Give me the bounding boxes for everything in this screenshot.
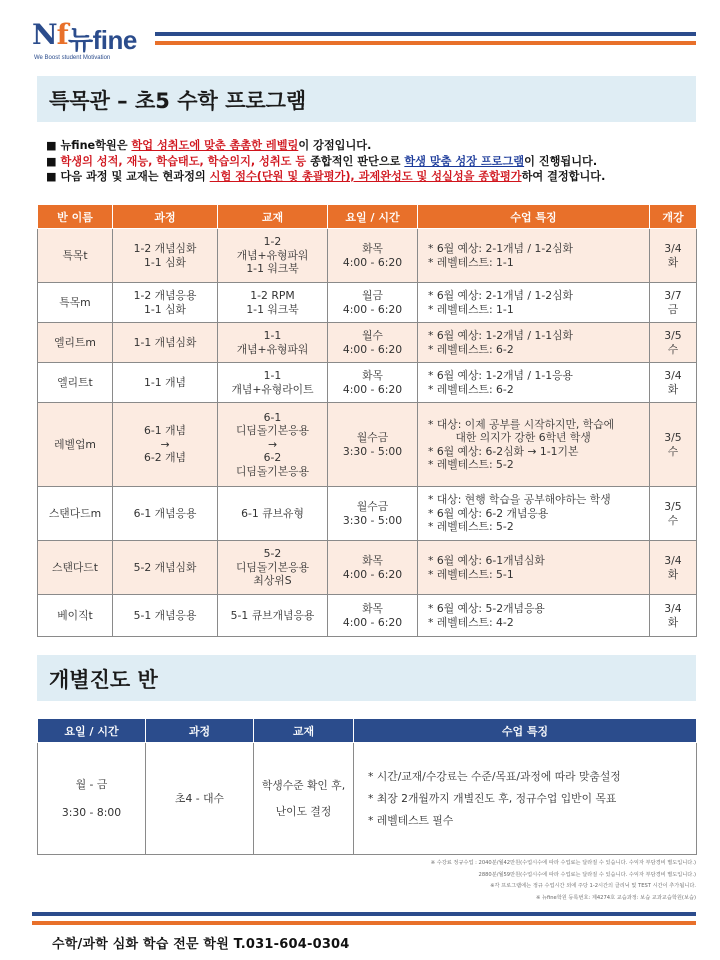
class-name: 특목m — [38, 283, 113, 323]
logo-mark: Nf — [32, 18, 68, 51]
start-cell: 3/4 화 — [650, 363, 697, 403]
col-header-start: 개강 — [650, 205, 697, 229]
start-cell: 3/7 금 — [650, 283, 697, 323]
table-row — [38, 403, 697, 487]
time-cell: 화목 4:00 - 6:20 — [328, 541, 418, 595]
start-cell: 3/5 수 — [650, 323, 697, 363]
course-cell: 5-1 개념응용 — [113, 595, 218, 637]
course-cell: 1-2 개념심화 1-1 심화 — [113, 229, 218, 283]
table-row — [38, 487, 697, 541]
table-row — [38, 541, 697, 595]
feature-cell: * 대상: 이제 공부를 시작하지만, 학습에 대한 의지가 강한 6학년 학생 * 6월 예상: 6-2심화 → 1-1기본 * 레벨테스트: 5-2 — [418, 403, 650, 487]
start-cell: 3/5 수 — [650, 403, 697, 487]
header-line-blue — [155, 32, 696, 36]
time-cell: 화목 4:00 - 6:20 — [328, 363, 418, 403]
class-name: 베이직t — [38, 595, 113, 637]
logo-wordmark: 뉴fine — [68, 25, 137, 55]
logo-tagline: We Boost student Motivation — [34, 55, 111, 61]
class-name: 특목t — [38, 229, 113, 283]
table-row — [38, 229, 697, 283]
footer-line-orange — [32, 921, 696, 925]
footer-line-blue — [32, 912, 696, 916]
feature-cell: * 6월 예상: 5-2개념응용 * 레벨테스트: 4-2 — [418, 595, 650, 637]
table-row — [38, 363, 697, 403]
col-header-feature: 수업 특징 — [354, 719, 697, 743]
book-cell: 1-2 개념+유형파워 1-1 워크북 — [218, 229, 328, 283]
book-cell: 학생수준 확인 후, 난이도 결정 — [254, 743, 354, 855]
class-schedule-table — [37, 204, 697, 637]
book-cell: 1-2 RPM 1-1 워크북 — [218, 283, 328, 323]
course-cell: 6-1 개념응용 — [113, 487, 218, 541]
start-cell: 3/4 화 — [650, 595, 697, 637]
brand-logo[interactable] — [32, 18, 147, 62]
course-cell: 1-2 개념응용 1-1 심화 — [113, 283, 218, 323]
table-row — [38, 595, 697, 637]
col-header-time: 요일 / 시간 — [328, 205, 418, 229]
col-header-time: 요일 / 시간 — [38, 719, 146, 743]
col-header-book: 교재 — [254, 719, 354, 743]
feature-cell: * 6월 예상: 2-1개념 / 1-2심화 * 레벨테스트: 1-1 — [418, 283, 650, 323]
course-cell: 초4 - 대수 — [146, 743, 254, 855]
feature-cell: * 시간/교재/수강료는 수준/목표/과정에 따라 맞춤설정 * 최장 2개월까지 개별진도 후, 정규수업 입반이 목표 * 레벨테스트 필수 — [354, 743, 697, 855]
table-header-row — [38, 205, 697, 229]
col-header-course: 과정 — [146, 719, 254, 743]
course-cell: 1-1 개념심화 — [113, 323, 218, 363]
col-header-class: 반 이름 — [38, 205, 113, 229]
page-header — [0, 0, 720, 70]
class-name: 엘리트t — [38, 363, 113, 403]
fee-note-line: 2880분/월59만원(수업시수에 따라 수업료는 달라질 수 있습니다. 수익자 부담경비 별도입니다.) — [478, 871, 696, 878]
book-cell: 1-1 개념+유형라이트 — [218, 363, 328, 403]
page-title: 특목관 – 초5 수학 프로그램 — [49, 89, 307, 113]
col-header-feature: 수업 특징 — [418, 205, 650, 229]
header-line-orange — [155, 41, 696, 45]
table-row — [38, 743, 697, 855]
book-cell: 6-1 큐브유형 — [218, 487, 328, 541]
section-title-band — [37, 655, 696, 701]
note-line-3: ■ 다음 과정 및 교재는 현과정의 시험 점수(단원 및 총괄평가), 과제완성도 및 성실성을 종합평가하여 결정합니다. — [46, 170, 606, 183]
feature-cell: * 6월 예상: 1-2개념 / 1-1심화 * 레벨테스트: 6-2 — [418, 323, 650, 363]
class-name: 엘리트m — [38, 323, 113, 363]
note-line-1: ■ 뉴fine학원은 학업 성취도에 맞춘 촘촘한 레벨링이 강점입니다. — [46, 139, 372, 152]
fee-note-line: ※ 뉴fine학원 등록번호: 제4274호 교습과정: 보습 교과교습학원(보습) — [536, 894, 696, 901]
course-cell: 5-2 개념심화 — [113, 541, 218, 595]
time-cell: 월수금 3:30 - 5:00 — [328, 487, 418, 541]
course-cell: 6-1 개념 → 6-2 개념 — [113, 403, 218, 487]
col-header-book: 교재 — [218, 205, 328, 229]
feature-cell: * 6월 예상: 1-2개념 / 1-1응용 * 레벨테스트: 6-2 — [418, 363, 650, 403]
book-cell: 1-1 개념+유형파워 — [218, 323, 328, 363]
feature-cell: * 대상: 현행 학습을 공부해야하는 학생 * 6월 예상: 6-2 개념응용 * 레벨테스트: 5-2 — [418, 487, 650, 541]
fee-note-line: ※각 프로그램에는 정규 수업시간 외에 주당 1-2시간의 클리닉 및 TEST 시간이 추가됩니다. — [490, 883, 696, 889]
fee-notes — [96, 858, 696, 904]
footer-contact: 수학/과학 심화 학습 전문 학원 T.031-604-0304 — [52, 937, 350, 952]
time-cell: 화목 4:00 - 6:20 — [328, 595, 418, 637]
col-header-course: 과정 — [113, 205, 218, 229]
time-cell: 월수 4:00 - 6:20 — [328, 323, 418, 363]
feature-cell: * 6월 예상: 2-1개념 / 1-2심화 * 레벨테스트: 1-1 — [418, 229, 650, 283]
class-name: 스탠다드m — [38, 487, 113, 541]
start-cell: 3/4 화 — [650, 541, 697, 595]
class-name: 레벨업m — [38, 403, 113, 487]
book-cell: 6-1 디딤돌기본응용 → 6-2 디딤돌기본응용 — [218, 403, 328, 487]
table-row — [38, 283, 697, 323]
individual-class-table — [37, 718, 697, 855]
page-title-band — [37, 76, 696, 122]
time-cell: 월수금 3:30 - 5:00 — [328, 403, 418, 487]
start-cell: 3/5 수 — [650, 487, 697, 541]
time-cell: 월 - 금 3:30 - 8:00 — [38, 743, 146, 855]
feature-cell: * 6월 예상: 6-1개념심화 * 레벨테스트: 5-1 — [418, 541, 650, 595]
time-cell: 화목 4:00 - 6:20 — [328, 229, 418, 283]
time-cell: 월금 4:00 - 6:20 — [328, 283, 418, 323]
note-line-2: ■ 학생의 성적, 재능, 학습태도, 학습의지, 성취도 등 종합적인 판단으로 학생 맞춤 성장 프로그램이 진행됩니다. — [46, 154, 598, 168]
start-cell: 3/4 화 — [650, 229, 697, 283]
table-row — [38, 323, 697, 363]
section-title: 개별진도 반 — [49, 668, 158, 692]
class-name: 스탠다드t — [38, 541, 113, 595]
book-cell: 5-1 큐브개념응용 — [218, 595, 328, 637]
fee-note-line: ※ 수강료 정규수업 : 2040분/월42만원(수업시수에 따라 수업료는 달라질 수 있습니다. 수익자 부담경비 별도입니다.) — [430, 860, 696, 866]
table-header-row — [38, 719, 697, 743]
course-cell: 1-1 개념 — [113, 363, 218, 403]
intro-notes — [46, 138, 706, 185]
book-cell: 5-2 디딤돌기본응용 최상위S — [218, 541, 328, 595]
